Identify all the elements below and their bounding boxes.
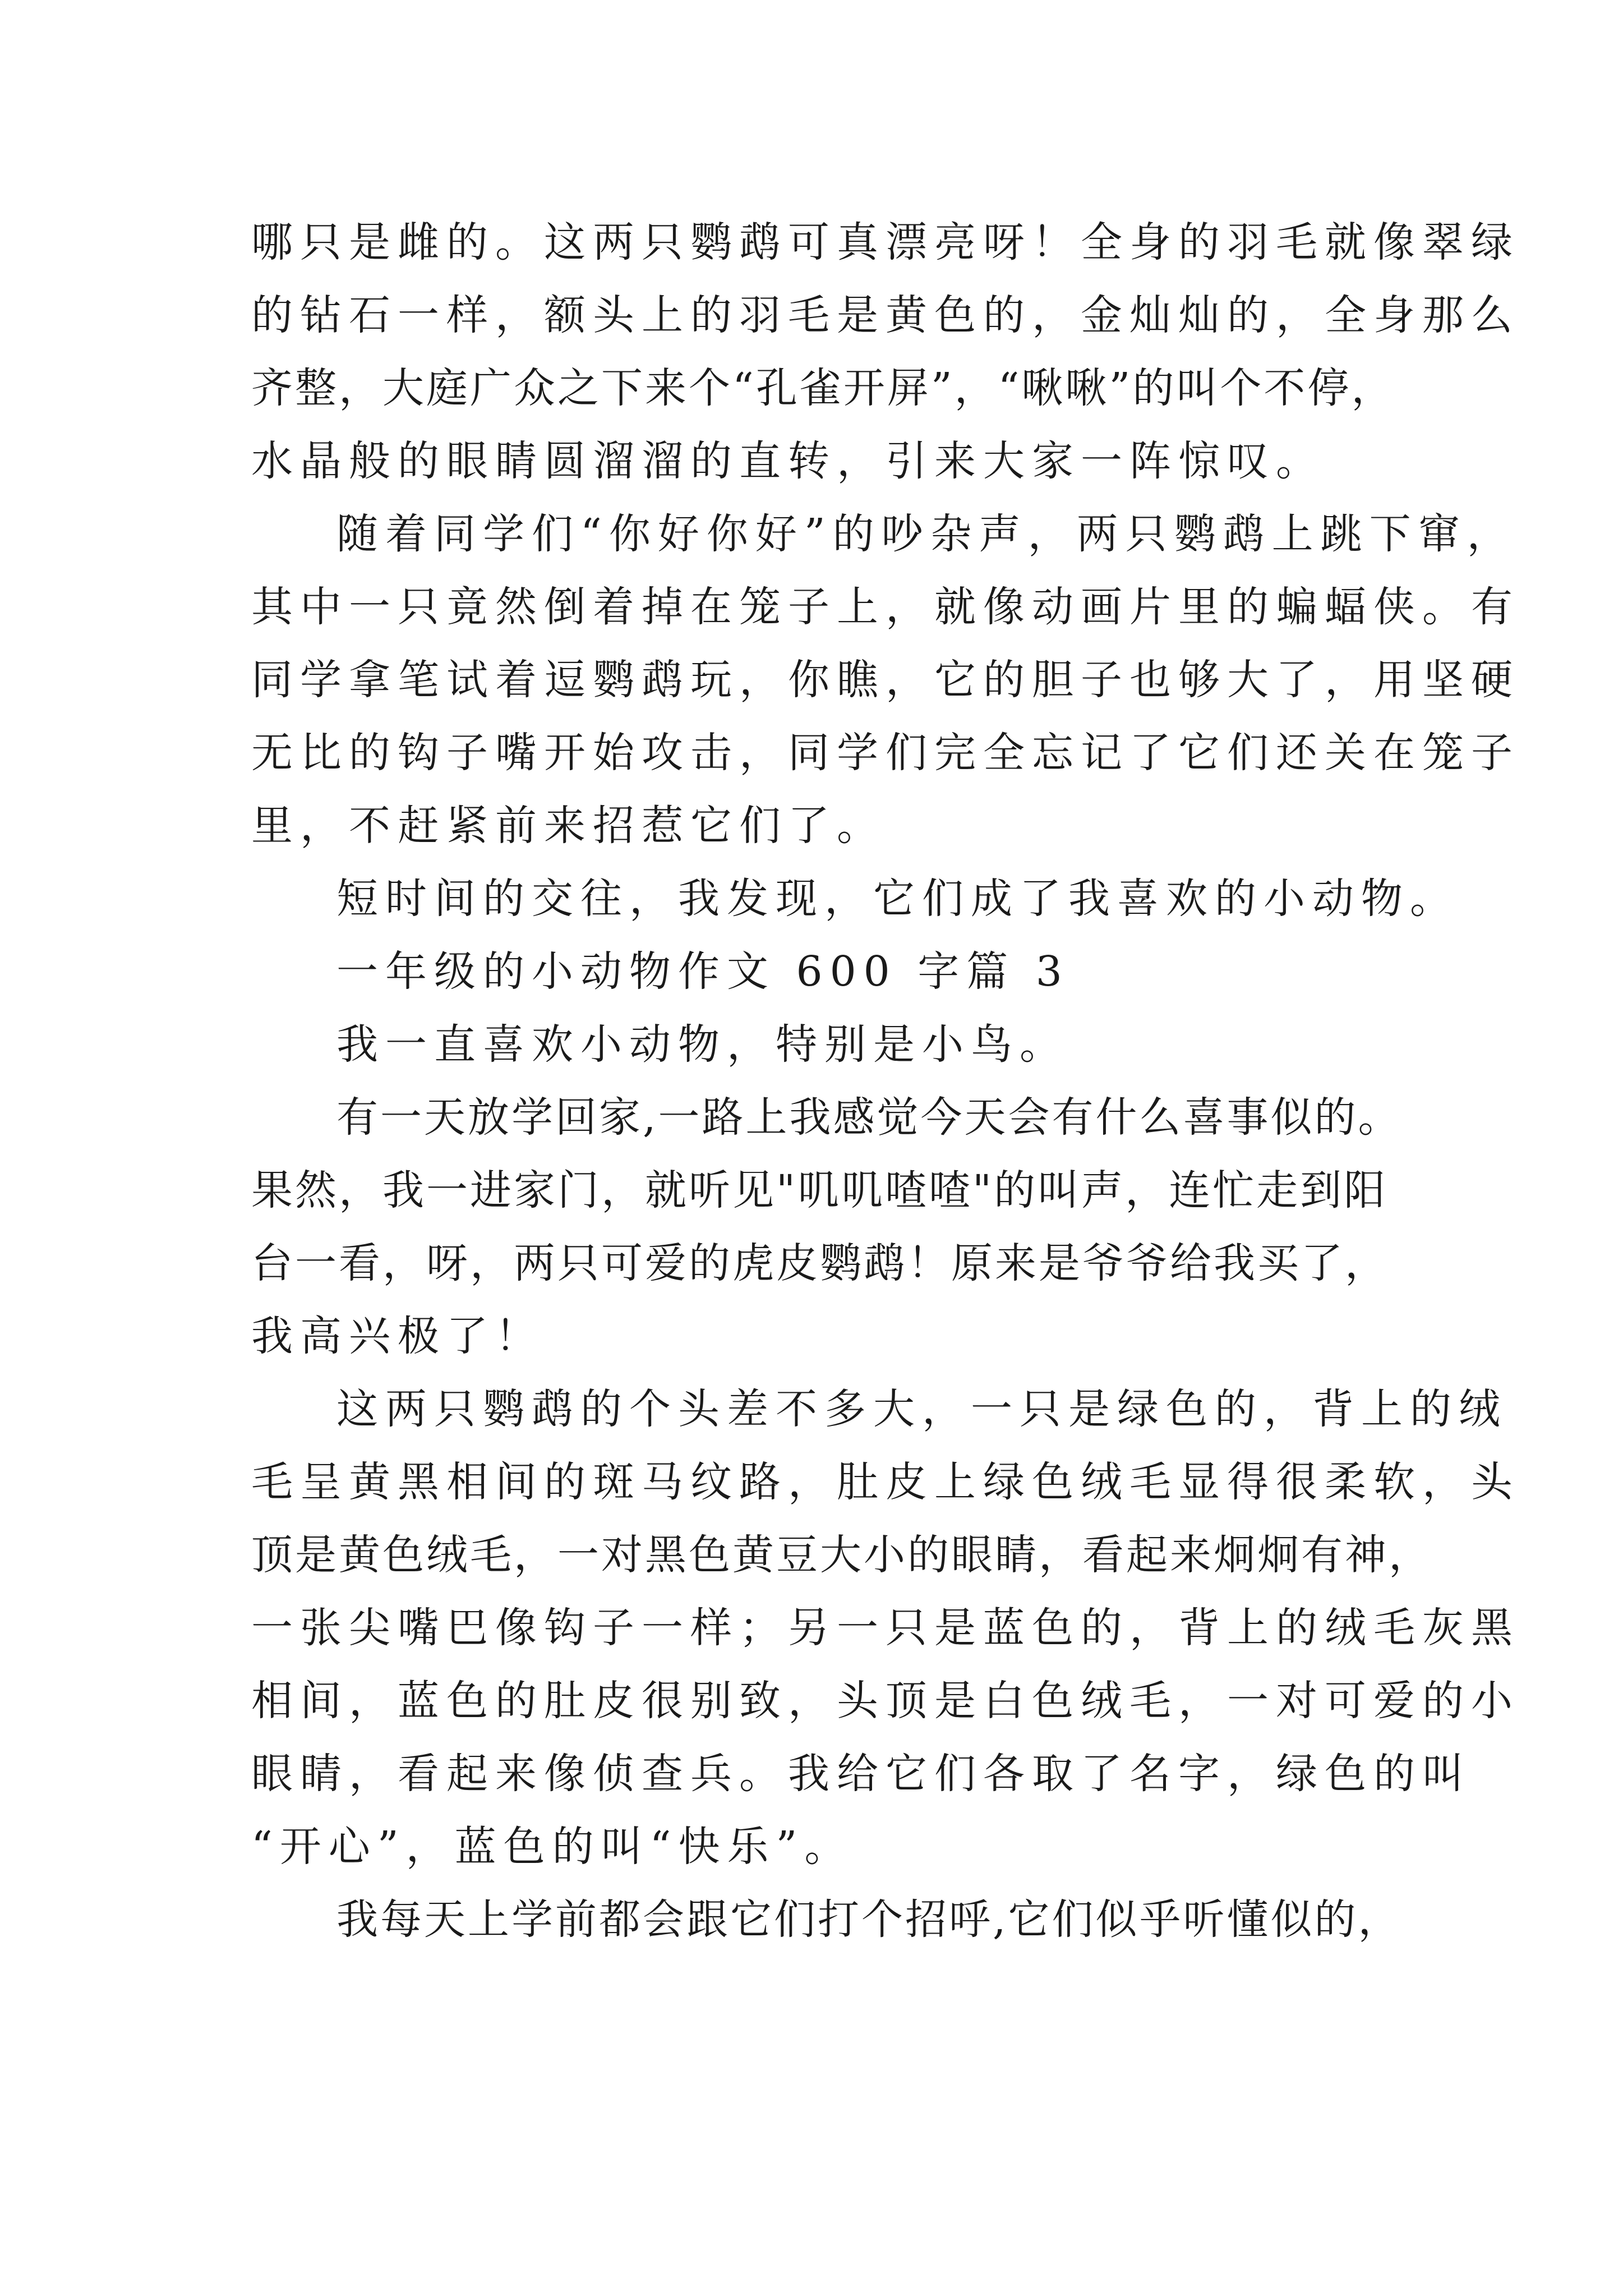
- paragraph-line: 这两只鹦鹉的个头差不多大，一只是绿色的，背上的绒: [336, 1385, 1507, 1433]
- paragraph-line: 的钻石一样，额头上的羽毛是黄色的，金灿灿的，全身那么: [251, 291, 1520, 339]
- section-heading: 一年级的小动物作文 600 字篇 3: [336, 947, 1069, 996]
- paragraph-line: 我一直喜欢小动物，特别是小鸟。: [336, 1020, 1068, 1069]
- paragraph-line: 同学拿笔试着逗鹦鹉玩，你瞧，它的胆子也够大了，用坚硬: [251, 656, 1520, 704]
- paragraph-line: 眼睛，看起来像侦查兵。我给它们各取了名字，绿色的叫: [251, 1750, 1471, 1798]
- paragraph-line: 无比的钩子嘴开始攻击，同学们完全忘记了它们还关在笼子: [251, 729, 1520, 777]
- paragraph-line: 齐整，大庭广众之下来个“孔雀开屏”，“啾啾”的叫个不停，: [251, 364, 1395, 412]
- paragraph-line: 一张尖嘴巴像钩子一样；另一只是蓝色的，背上的绒毛灰黑: [251, 1604, 1520, 1652]
- paragraph-line: 哪只是雌的。这两只鹦鹉可真漂亮呀！全身的羽毛就像翠绿: [251, 218, 1520, 266]
- paragraph-line: 短时间的交往，我发现，它们成了我喜欢的小动物。: [336, 875, 1459, 923]
- paragraph-line: 有一天放学回家,一路上我感觉今天会有什么喜事似的。: [336, 1093, 1402, 1142]
- paragraph-line: 其中一只竟然倒着掉在笼子上，就像动画片里的蝙蝠侠。有: [251, 583, 1520, 631]
- paragraph-line: 随着同学们“你好你好”的吵杂声，两只鹦鹉上跳下窜，: [336, 510, 1516, 558]
- paragraph-line: 水晶般的眼睛圆溜溜的直转，引来大家一阵惊叹。: [251, 437, 1325, 485]
- paragraph-line: 果然，我一进家门，就听见"叽叽喳喳"的叫声，连忙走到阳: [251, 1166, 1388, 1214]
- paragraph-line: 毛呈黄黑相间的斑马纹路，肚皮上绿色绒毛显得很柔软，头: [251, 1458, 1520, 1506]
- paragraph-line: 我每天上学前都会跟它们打个招呼,它们似乎听懂似的，: [336, 1895, 1402, 1944]
- paragraph-line: 相间，蓝色的肚皮很别致，头顶是白色绒毛，一对可爱的小: [251, 1677, 1520, 1725]
- paragraph-line: 顶是黄色绒毛，一对黑色黄豆大小的眼睛，看起来炯炯有神，: [251, 1531, 1432, 1579]
- paragraph-line: 我高兴极了！: [251, 1312, 544, 1360]
- paragraph-line: “开心”，蓝色的叫“快乐”。: [251, 1823, 854, 1871]
- paragraph-line: 里，不赶紧前来招惹它们了。: [251, 802, 886, 850]
- paragraph-line: 台一看，呀，两只可爱的虎皮鹦鹉！原来是爷爷给我买了，: [251, 1239, 1389, 1287]
